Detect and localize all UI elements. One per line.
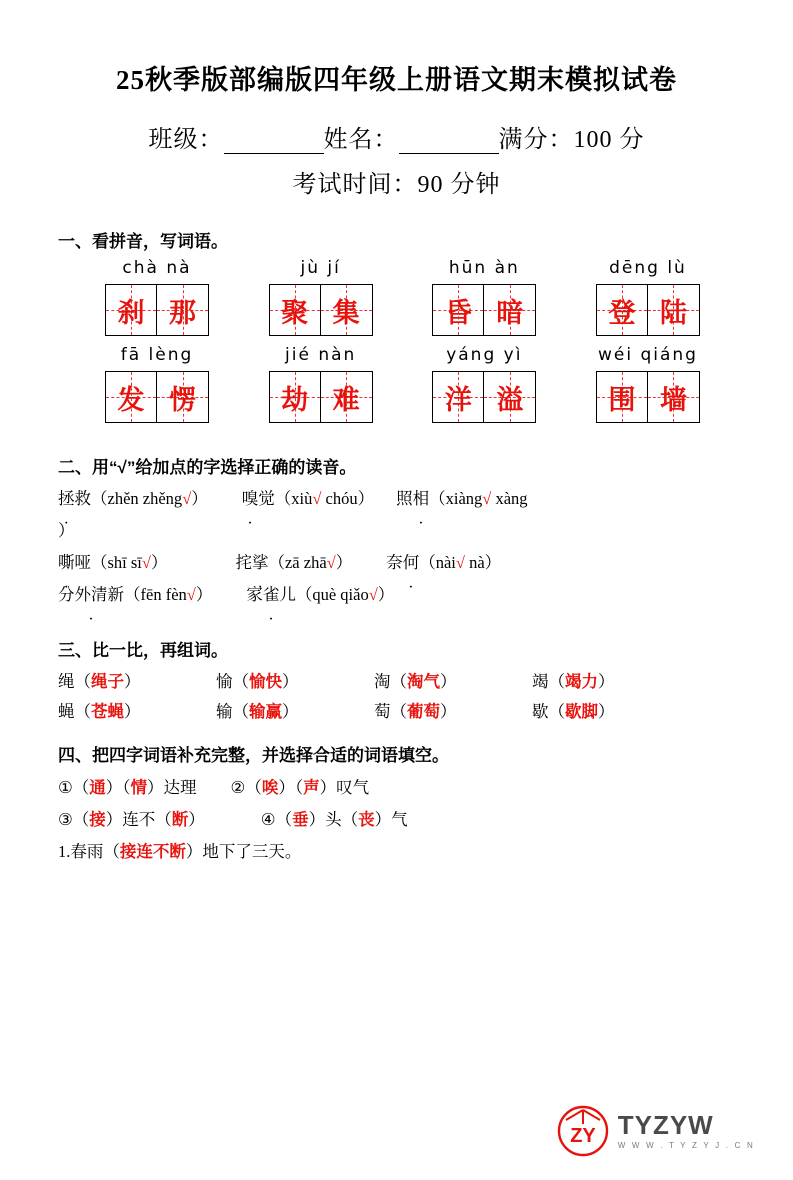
- character-cell[interactable]: 溢: [484, 371, 536, 423]
- pinyin-label: fā lèng: [120, 345, 194, 365]
- answer-box-group[interactable]: [82, 371, 232, 423]
- sentence-post: ）地下了三天。: [185, 842, 302, 861]
- compare-row-2: [58, 697, 735, 727]
- paren-open: （: [419, 553, 436, 572]
- answer-word[interactable]: 苍蝇: [91, 702, 124, 721]
- paren-close: ）: [58, 521, 75, 540]
- compare-item: 输（输赢）: [216, 702, 299, 721]
- exam-time-line: 考试时间：90 分钟: [292, 172, 501, 198]
- section-3-heading: 三、比一比，再组词。: [58, 641, 228, 660]
- paren-close: ）: [191, 489, 208, 508]
- svg-text:ZY: ZY: [569, 1125, 596, 1147]
- section-2: [58, 453, 735, 610]
- check-mark: √: [482, 489, 492, 508]
- check-mark: √: [368, 585, 378, 604]
- character-cell[interactable]: 围: [596, 371, 648, 423]
- character-cell[interactable]: 洋: [432, 371, 484, 423]
- base-character: 愉: [216, 672, 233, 691]
- dotted-char: 相: [412, 489, 430, 508]
- pronunciation-option[interactable]: què: [312, 585, 337, 604]
- pronunciation-option[interactable]: qiǎo: [340, 585, 369, 604]
- pronunciation-option[interactable]: zhěng: [142, 489, 183, 508]
- answer-word[interactable]: 愉快: [249, 672, 282, 691]
- logo-url: W W W . T Y Z Y J . C N: [617, 1141, 755, 1150]
- base-character: 萄: [374, 702, 391, 721]
- paren-open: （: [274, 489, 292, 508]
- character-cell[interactable]: 昏: [432, 284, 484, 336]
- section-1-boxes-row-2: [58, 371, 735, 423]
- pronunciation-option[interactable]: zā: [284, 553, 300, 572]
- logo-text-block: [618, 1112, 755, 1150]
- answer-char[interactable]: 断: [171, 810, 189, 829]
- sentence-number: 1.: [58, 842, 71, 861]
- check-mark: √: [186, 585, 196, 604]
- answer-box-group[interactable]: [82, 284, 232, 336]
- word-text: 奈: [386, 553, 403, 572]
- character-cell[interactable]: 集: [321, 284, 373, 336]
- word-text: 挓: [235, 553, 252, 572]
- compare-item: 竭（竭力）: [532, 672, 615, 691]
- base-character: 绳: [58, 672, 75, 691]
- pronunciation-option[interactable]: nài: [435, 553, 456, 572]
- answer-box-group[interactable]: [409, 371, 559, 423]
- dotted-char: 拯: [58, 489, 75, 508]
- answer-box-group[interactable]: [409, 284, 559, 336]
- section-1: [58, 227, 735, 423]
- idiom-mid: ）连不（: [105, 810, 172, 829]
- base-character: 淘: [374, 672, 391, 691]
- item-number: ①: [58, 778, 73, 797]
- pronunciation-option[interactable]: xiàng: [445, 489, 483, 508]
- score-label: 满分：100 分: [498, 127, 645, 153]
- pinyin-label: jù jí: [300, 258, 341, 278]
- character-cell[interactable]: 愣: [157, 371, 209, 423]
- answer-char[interactable]: 唉: [261, 778, 279, 797]
- compare-item: 蝇（苍蝇）: [58, 702, 141, 721]
- character-cell[interactable]: 劫: [269, 371, 321, 423]
- idiom-row-2: [58, 804, 735, 836]
- word-text: 哑: [74, 553, 91, 572]
- class-blank[interactable]: [224, 131, 324, 154]
- paren-open: （: [429, 489, 446, 508]
- item-number: ②: [230, 778, 246, 797]
- pronunciation-line-1: [58, 484, 735, 514]
- dotted-char: 何: [402, 553, 420, 572]
- logo-mark-icon: [556, 1104, 610, 1158]
- answer-word[interactable]: 输赢: [249, 702, 282, 721]
- pronunciation-line-3: [58, 580, 735, 610]
- answer-word[interactable]: 接连不断: [119, 842, 186, 861]
- character-cell[interactable]: 聚: [269, 284, 321, 336]
- paren-open: （: [268, 553, 285, 572]
- pronunciation-option[interactable]: nà: [469, 553, 485, 572]
- idiom-suffix: ）气: [374, 810, 408, 829]
- base-character: 竭: [532, 672, 549, 691]
- compare-item: 愉（愉快）: [216, 672, 299, 691]
- logo-name: TYZYW: [617, 1110, 714, 1140]
- dotted-char: 挲: [251, 553, 269, 572]
- pronunciation-option[interactable]: xàng: [495, 489, 528, 508]
- idiom-row-1: ①（通）（情）达理 ②（唉）（声）叹气: [58, 778, 370, 797]
- pronunciation-option[interactable]: fèn: [165, 585, 187, 604]
- character-cell[interactable]: 暗: [484, 284, 536, 336]
- character-cell[interactable]: 刹: [105, 284, 157, 336]
- section-2-heading: 二、用“√”给加点的字选择正确的读音。: [58, 458, 357, 477]
- answer-word[interactable]: 葡萄: [407, 702, 440, 721]
- idiom-suffix: ）: [188, 810, 205, 829]
- check-mark: √: [455, 553, 465, 572]
- dotted-char: 家雀儿: [246, 585, 296, 604]
- idiom-tail: 达理: [163, 778, 197, 797]
- exam-page: [0, 58, 793, 1180]
- compare-item: 绳（绳子）: [58, 672, 141, 691]
- pinyin-label: chà nà: [122, 258, 192, 278]
- name-blank[interactable]: [399, 131, 499, 154]
- paren-open: （: [91, 553, 108, 572]
- pronunciation-option[interactable]: fēn: [140, 585, 162, 604]
- paren-close: ）: [377, 585, 395, 604]
- pronunciation-option[interactable]: zhěn: [107, 489, 139, 508]
- watermark-logo: [556, 1104, 755, 1158]
- pronunciation-option[interactable]: xiù: [291, 489, 313, 508]
- check-mark: √: [326, 553, 336, 572]
- sentence-row: [58, 836, 735, 868]
- pronunciation-line-2: [58, 548, 735, 578]
- section-1-boxes-row-1: [58, 284, 735, 336]
- answer-box-group[interactable]: [246, 284, 396, 336]
- pronunciation-option[interactable]: zhā: [303, 553, 327, 572]
- exam-info-line: [0, 119, 793, 154]
- answer-box-group[interactable]: [573, 371, 723, 423]
- name-label: 姓名：: [323, 127, 399, 153]
- answer-word[interactable]: 歇脚: [565, 702, 598, 721]
- check-mark: √: [312, 489, 322, 508]
- pronunciation-option[interactable]: chóu: [325, 489, 358, 508]
- dotted-char: 分外清新: [58, 585, 124, 604]
- paren-open: （: [295, 585, 313, 604]
- section-1-pinyin-row-1: [58, 258, 735, 278]
- paren-open: （: [124, 585, 141, 604]
- answer-char[interactable]: 垂: [292, 810, 309, 829]
- pronunciation-line-1-wrap: [58, 516, 735, 546]
- pronunciation-option[interactable]: shī: [107, 553, 127, 572]
- compare-item: 淘（淘气）: [374, 672, 457, 691]
- sentence-pre: 春雨（: [70, 842, 120, 861]
- base-character: 输: [216, 702, 233, 721]
- character-cell[interactable]: 难: [321, 371, 373, 423]
- word-text: 救: [74, 489, 91, 508]
- answer-char[interactable]: 声: [303, 778, 320, 797]
- answer-word[interactable]: 淘气: [407, 672, 440, 691]
- answer-char[interactable]: 接: [89, 810, 106, 829]
- answer-word[interactable]: 竭力: [565, 672, 598, 691]
- answer-box-group[interactable]: [573, 284, 723, 336]
- pinyin-label: wéi qiáng: [597, 345, 698, 365]
- character-cell[interactable]: 陆: [648, 284, 700, 336]
- base-character: 歇: [532, 702, 549, 721]
- page-title: 25秋季版部编版四年级上册语文期末模拟试卷: [116, 65, 677, 95]
- pinyin-label: yáng yì: [446, 345, 523, 365]
- character-cell[interactable]: 发: [105, 371, 157, 423]
- paren-close: ）: [195, 585, 213, 604]
- check-mark: √: [182, 489, 192, 508]
- section-3: [58, 636, 735, 727]
- section-1-heading: 一、看拼音，写词语。: [58, 232, 228, 251]
- section-4-heading: 四、把四字词语补充完整，并选择合适的词语填空。: [58, 746, 449, 765]
- base-character: 蝇: [58, 702, 75, 721]
- answer-char[interactable]: 丧: [358, 810, 375, 829]
- idiom-prefix: ④（: [260, 810, 293, 829]
- word-text: 照: [396, 489, 413, 508]
- compare-item: 萄（葡萄）: [374, 702, 457, 721]
- class-label: 班级：: [148, 127, 224, 153]
- section-4: [58, 741, 735, 868]
- idiom-prefix: ③（: [58, 810, 90, 829]
- paren-close: ）: [484, 553, 502, 572]
- compare-row-1: [58, 667, 735, 697]
- answer-box-group[interactable]: [246, 371, 396, 423]
- answer-char[interactable]: 通: [89, 778, 106, 797]
- character-cell[interactable]: 那: [157, 284, 209, 336]
- paren-open: （: [91, 489, 108, 508]
- pinyin-label: dēng lù: [609, 258, 687, 278]
- compare-item: 歇（歇脚）: [532, 702, 615, 721]
- dotted-char: 嗅: [241, 489, 259, 508]
- pronunciation-option[interactable]: sī: [130, 553, 142, 572]
- section-1-pinyin-row-2: [58, 345, 735, 365]
- paren-close: ）: [357, 489, 375, 508]
- check-mark: √: [141, 553, 151, 572]
- paren-close: ）: [150, 553, 168, 572]
- character-cell[interactable]: 墙: [648, 371, 700, 423]
- answer-char[interactable]: 情: [130, 778, 148, 797]
- idiom-mid: ）头（: [308, 810, 359, 829]
- pinyin-label: hūn àn: [448, 258, 520, 278]
- idiom-tail: 叹气: [336, 778, 370, 797]
- word-text: 觉: [258, 489, 275, 508]
- answer-word[interactable]: 绳子: [91, 672, 124, 691]
- paren-close: ）: [335, 553, 353, 572]
- pinyin-label: jié nàn: [285, 345, 357, 365]
- dotted-char: 嘶: [58, 553, 75, 572]
- character-cell[interactable]: 登: [596, 284, 648, 336]
